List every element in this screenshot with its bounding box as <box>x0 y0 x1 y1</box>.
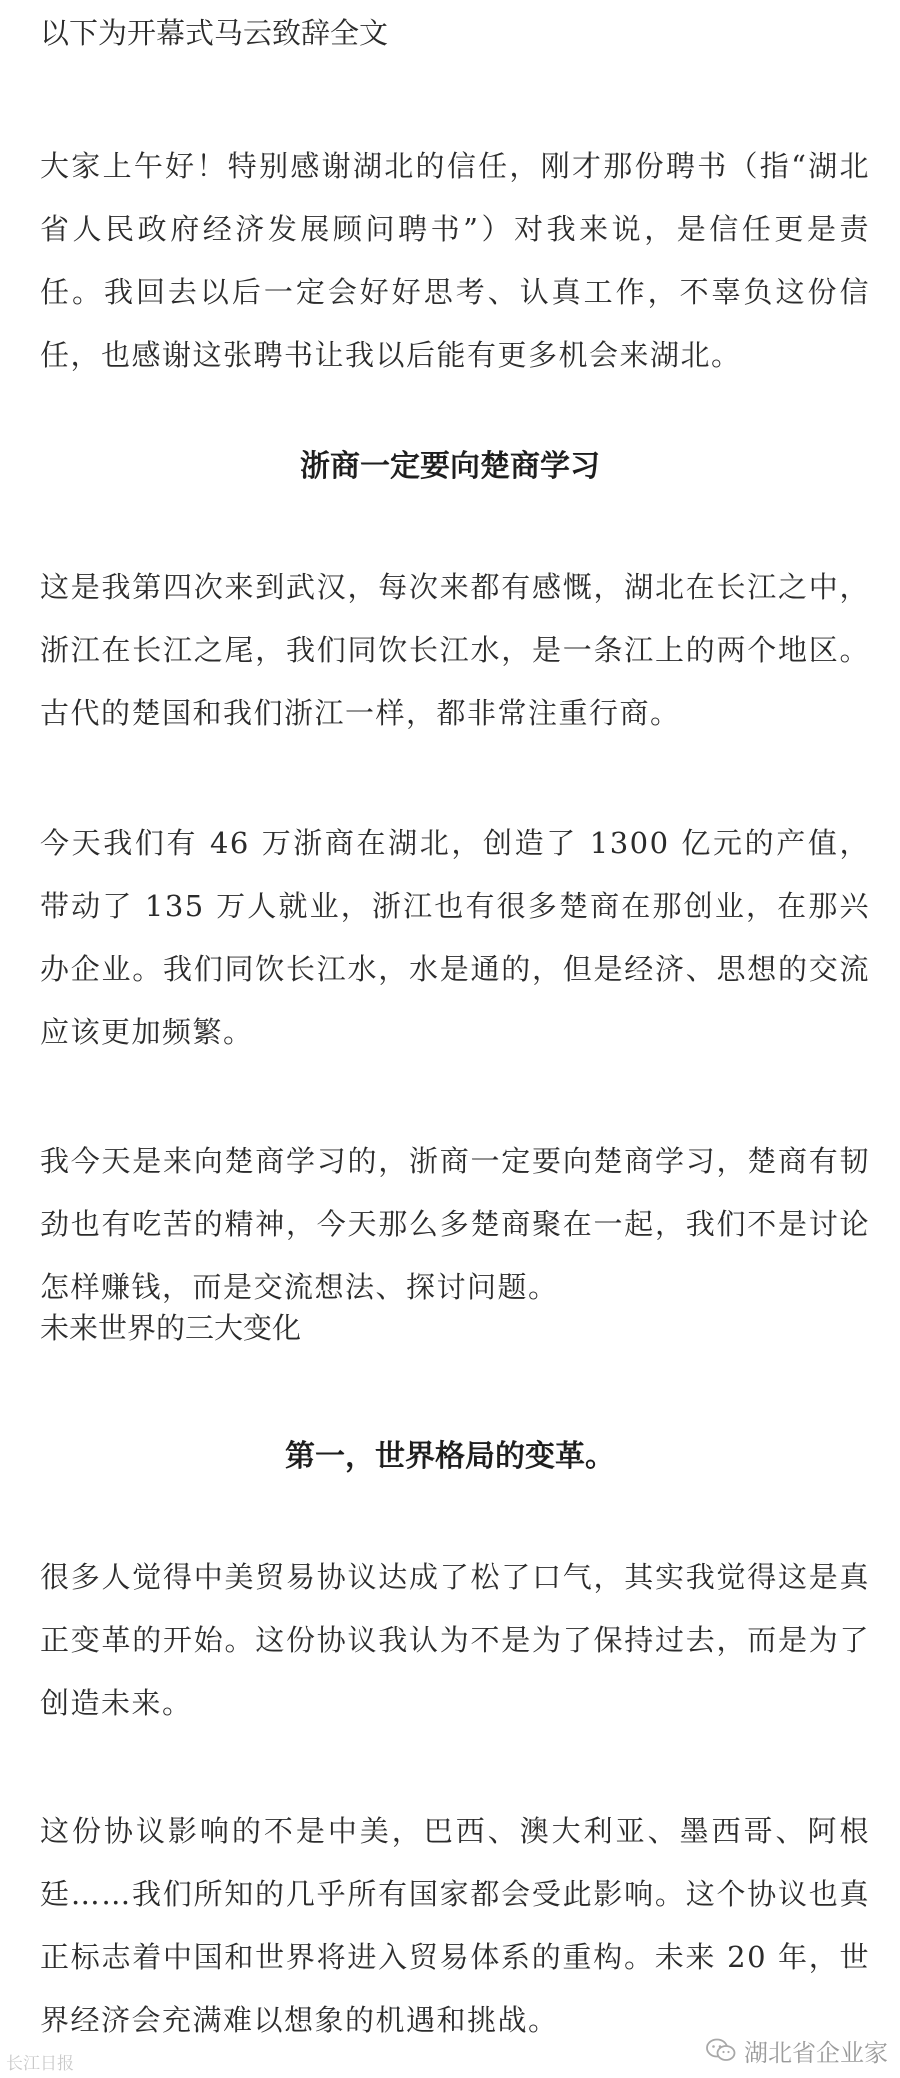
section-heading-world-change: 第一，世界格局的变革。 <box>285 1439 615 1474</box>
subheading-three-changes: 未来世界的三大变化 <box>40 1311 302 1345</box>
wechat-icon <box>706 2038 736 2064</box>
paragraph-wuhan: 这是我第四次来到武汉，每次来都有感慨，湖北在长江之中，浙江在长江之尾，我们同饮长江水，是一条江上的两个地区。古代的楚国和我们浙江一样，都非常注重行商。 <box>40 570 870 730</box>
paragraph-greeting: 大家上午好！特别感谢湖北的信任，刚才那份聘书（指“湖北省人民政府经济发展顾问聘书”）对我来说，是信任更是责任。我回去以后一定会好好思考、认真工作，不辜负这份信任，也感谢这张聘书让我以后能有更多机会来湖北。 <box>40 149 870 372</box>
paragraph-zhejiang-merchants: 今天我们有 46 万浙商在湖北，创造了 1300 亿元的产值，带动了 135 万人就业，浙江也有很多楚商在那创业，在那兴办企业。我们同饮长江水，水是通的，但是经济、思想的交流应该更加频繁。 <box>40 826 870 1049</box>
intro-line: 以下为开幕式马云致辞全文 <box>40 16 389 50</box>
paragraph-global-impact: 这份协议影响的不是中美，巴西、澳大利亚、墨西哥、阿根廷……我们所知的几乎所有国家都会受此影响。这个协议也真正标志着中国和世界将进入贸易体系的重构。未来 20 年，世界经济会充满难以想象的机遇和挑战。 <box>40 1814 870 2037</box>
source-watermark: 长江日报 <box>6 2054 74 2074</box>
paragraph-trade-agreement: 很多人觉得中美贸易协议达成了松了口气，其实我觉得这是真正变革的开始。这份协议我认为不是为了保持过去，而是为了创造未来。 <box>40 1560 870 1720</box>
account-watermark <box>706 2033 888 2068</box>
section-heading-learn: 浙商一定要向楚商学习 <box>300 449 600 484</box>
footer-watermarks <box>0 2034 900 2078</box>
account-name: 湖北省企业家 <box>744 2039 888 2067</box>
paragraph-learn-from-chu: 我今天是来向楚商学习的，浙商一定要向楚商学习，楚商有韧劲也有吃苦的精神，今天那么多楚商聚在一起，我们不是讨论怎样赚钱，而是交流想法、探讨问题。 <box>40 1144 870 1304</box>
